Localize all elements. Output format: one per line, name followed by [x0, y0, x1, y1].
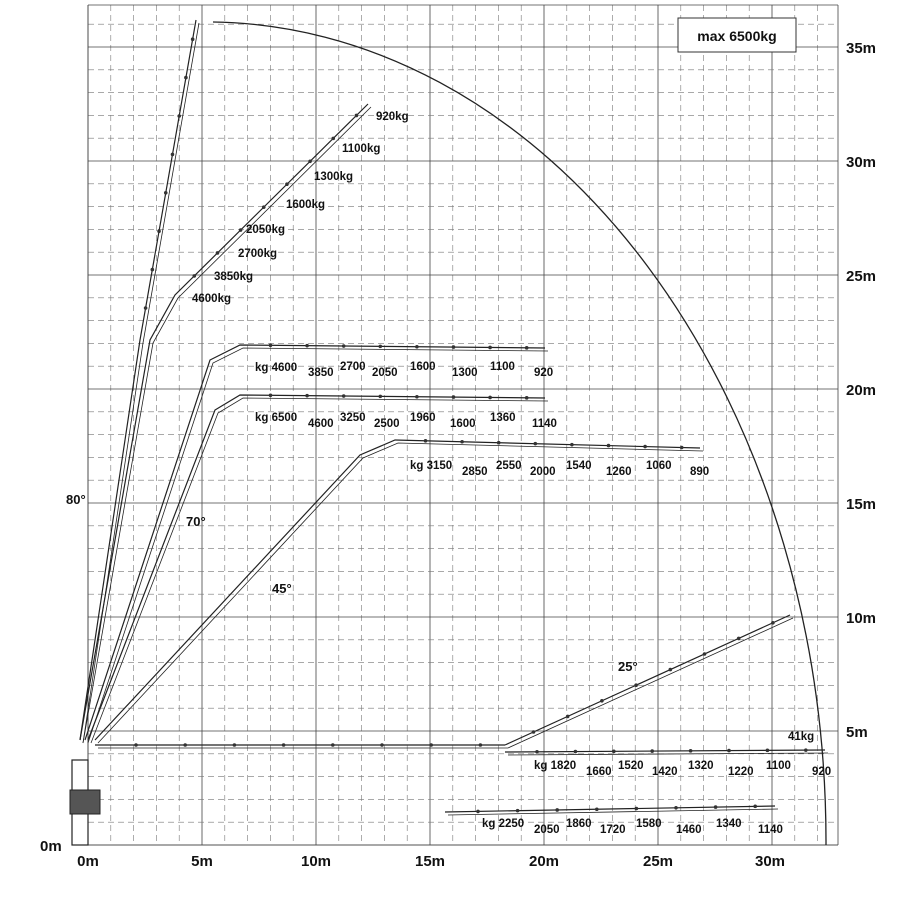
boom-joint [516, 809, 520, 813]
boom-joint [305, 394, 309, 398]
boom-25-deg-inner [508, 618, 793, 748]
boom-joint [171, 153, 175, 157]
load-label: 1600kg [286, 199, 326, 211]
boom-joint [532, 730, 536, 734]
load-label: 1360 [490, 412, 516, 424]
boom-jib-low [505, 750, 825, 752]
y-tick-label: 25m [846, 268, 877, 285]
load-label: 1660 [586, 766, 612, 778]
crane-base-block [70, 790, 100, 814]
boom-joint [674, 806, 678, 810]
x-axis [77, 853, 785, 870]
load-label: 1460 [676, 824, 702, 836]
boom-joint [488, 346, 492, 350]
load-label: 920 [534, 367, 554, 379]
boom-joint [634, 683, 638, 687]
load-label: 1260 [606, 466, 632, 478]
boom-joint [476, 810, 480, 814]
boom-joint [269, 344, 273, 348]
load-label: 1100 [766, 760, 791, 772]
load-label: 2500 [374, 418, 400, 430]
boom-joint [714, 805, 718, 809]
boom-joint [342, 394, 346, 398]
boom-joint [650, 749, 654, 753]
y-tick-label: 20m [846, 382, 877, 399]
boom-joint [144, 306, 148, 310]
boom-joint [342, 344, 346, 348]
boom-joint [184, 76, 188, 80]
boom-joint [727, 749, 731, 753]
load-label: 4600kg [192, 293, 232, 305]
y-tick-label: 0m [40, 838, 62, 855]
load-label: kg 6500 [255, 412, 298, 424]
x-tick-label: 0m [77, 853, 99, 870]
angle-label-45: 45° [272, 581, 292, 596]
load-label: 1320 [688, 760, 714, 772]
boom-joint [525, 396, 529, 400]
load-labels-jib-mid [410, 460, 709, 478]
boom-25-deg [505, 615, 790, 745]
boom-joint [379, 345, 383, 349]
y-tick-label: 10m [846, 610, 877, 627]
boom-joint [689, 749, 693, 753]
load-label: 1060 [646, 460, 672, 472]
load-label: 1960 [410, 412, 436, 424]
load-label: 1300kg [314, 171, 354, 183]
boom-joint [766, 749, 770, 753]
boom-joint [497, 441, 501, 445]
y-axis [40, 40, 876, 855]
reach-envelope-arc [213, 22, 826, 845]
boom-joint [452, 395, 456, 399]
boom-joint [151, 268, 155, 272]
boom-80-deg [80, 20, 196, 740]
boom-joint [429, 743, 433, 747]
angle-label-25: 25° [618, 659, 638, 674]
boom-joint [643, 445, 647, 449]
load-label: 1100kg [342, 143, 381, 155]
boom-joint [737, 637, 741, 641]
boom-joint [595, 807, 599, 811]
boom-joint [460, 440, 464, 444]
x-tick-label: 20m [528, 853, 560, 870]
load-label: 920kg [376, 111, 409, 123]
load-label: 3850kg [214, 271, 254, 283]
boom-80-deg-inner [83, 23, 199, 743]
load-labels-jib-base [482, 818, 783, 836]
load-label: 4600 [308, 418, 334, 430]
boom-joint [680, 446, 684, 450]
boom-joint [164, 191, 168, 195]
boom-joint [191, 37, 195, 41]
load-label: 1600 [450, 418, 476, 430]
load-label: kg 1820 [534, 760, 577, 772]
boom-joint [555, 808, 559, 812]
boom-joint [607, 444, 611, 448]
max-capacity-label: max 6500kg [697, 28, 777, 44]
x-tick-label: 10m [300, 853, 332, 870]
boom-joint [415, 395, 419, 399]
boom-joint [193, 274, 197, 278]
boom-joint [771, 621, 775, 625]
y-tick-label: 30m [846, 154, 877, 171]
boom-joint [574, 750, 578, 754]
y-tick-label: 5m [846, 724, 868, 741]
boom-joint [635, 807, 639, 811]
load-label: 920 [812, 766, 832, 778]
boom-joint [331, 743, 335, 747]
boom-70-jib-high-inner [88, 348, 548, 743]
boom-joint [525, 346, 529, 350]
boom-joint [282, 743, 286, 747]
load-labels-jib-low [534, 760, 831, 778]
load-label: 3850 [308, 367, 334, 379]
angle-labels [66, 492, 638, 674]
load-label: 1340 [716, 818, 742, 830]
load-label: 2050 [534, 824, 560, 836]
boom-jib-base [445, 806, 775, 812]
load-label: kg 4600 [255, 362, 298, 374]
boom-joint [612, 750, 616, 754]
load-label: 1540 [566, 460, 592, 472]
boom-joint [804, 748, 808, 752]
load-label: 1220 [728, 766, 754, 778]
boom-joint [331, 137, 335, 141]
boom-joint [600, 699, 604, 703]
load-label: 1720 [600, 824, 626, 836]
load-label: 2050 [372, 367, 398, 379]
boom-joint [424, 439, 428, 443]
boom-joint [669, 668, 673, 672]
boom-joint [566, 715, 570, 719]
load-label: kg 3150 [410, 460, 453, 472]
load-label: kg 2250 [482, 818, 525, 830]
load-label: 1140 [532, 418, 557, 430]
load-label: 2700 [340, 361, 366, 373]
load-label: 1100 [490, 361, 515, 373]
load-label-25-tip: 41kg [788, 731, 815, 743]
boom-joint [216, 251, 220, 255]
boom-drawings [70, 20, 828, 845]
boom-joint [183, 743, 187, 747]
x-tick-label: 15m [414, 853, 446, 870]
load-labels-boom-80 [192, 111, 409, 305]
x-tick-label: 5m [191, 853, 213, 870]
boom-joint [753, 805, 757, 809]
boom-joint [233, 743, 237, 747]
boom-joint [380, 743, 384, 747]
boom-joint [452, 345, 456, 349]
load-labels-jib-upper [255, 412, 557, 430]
load-label: 2700kg [238, 248, 278, 260]
angle-label-80: 80° [66, 492, 86, 507]
boom-joint [308, 160, 312, 164]
load-label: 1420 [652, 766, 678, 778]
boom-joint [157, 229, 161, 233]
load-label: 1860 [566, 818, 592, 830]
boom-joint [535, 750, 539, 754]
boom-joint [488, 396, 492, 400]
load-label: 1580 [636, 818, 662, 830]
boom-joint [534, 442, 538, 446]
load-label: 2050kg [246, 224, 286, 236]
boom-jib-base-inner [448, 809, 778, 815]
load-label: 1300 [452, 367, 478, 379]
boom-joint [570, 443, 574, 447]
angle-label-70: 70° [186, 514, 206, 529]
boom-joint [269, 394, 273, 398]
boom-joint [239, 228, 243, 232]
load-label: 1520 [618, 760, 644, 772]
boom-joint [479, 743, 483, 747]
load-label: 2550 [496, 460, 522, 472]
boom-joint [134, 743, 138, 747]
boom-joint [355, 114, 359, 118]
boom-joint [305, 344, 309, 348]
max-capacity-box [678, 18, 796, 52]
boom-joint [285, 182, 289, 186]
boom-joint [415, 345, 419, 349]
load-label: 1600 [410, 361, 436, 373]
load-label: 2850 [462, 466, 488, 478]
boom-joint [703, 652, 707, 656]
y-tick-label: 35m [846, 40, 877, 57]
y-tick-label: 15m [846, 496, 877, 513]
boom-joint [177, 114, 181, 118]
x-tick-label: 30m [754, 853, 786, 870]
boom-joint [262, 205, 266, 209]
boom-joint [379, 395, 383, 399]
load-label: 3250 [340, 412, 366, 424]
load-labels-jib-high [255, 361, 553, 379]
load-label: 2000 [530, 466, 556, 478]
x-tick-label: 25m [642, 853, 674, 870]
boom-70-jib-upper-inner [91, 398, 548, 743]
load-label: 890 [690, 466, 710, 478]
load-label: 1140 [758, 824, 783, 836]
